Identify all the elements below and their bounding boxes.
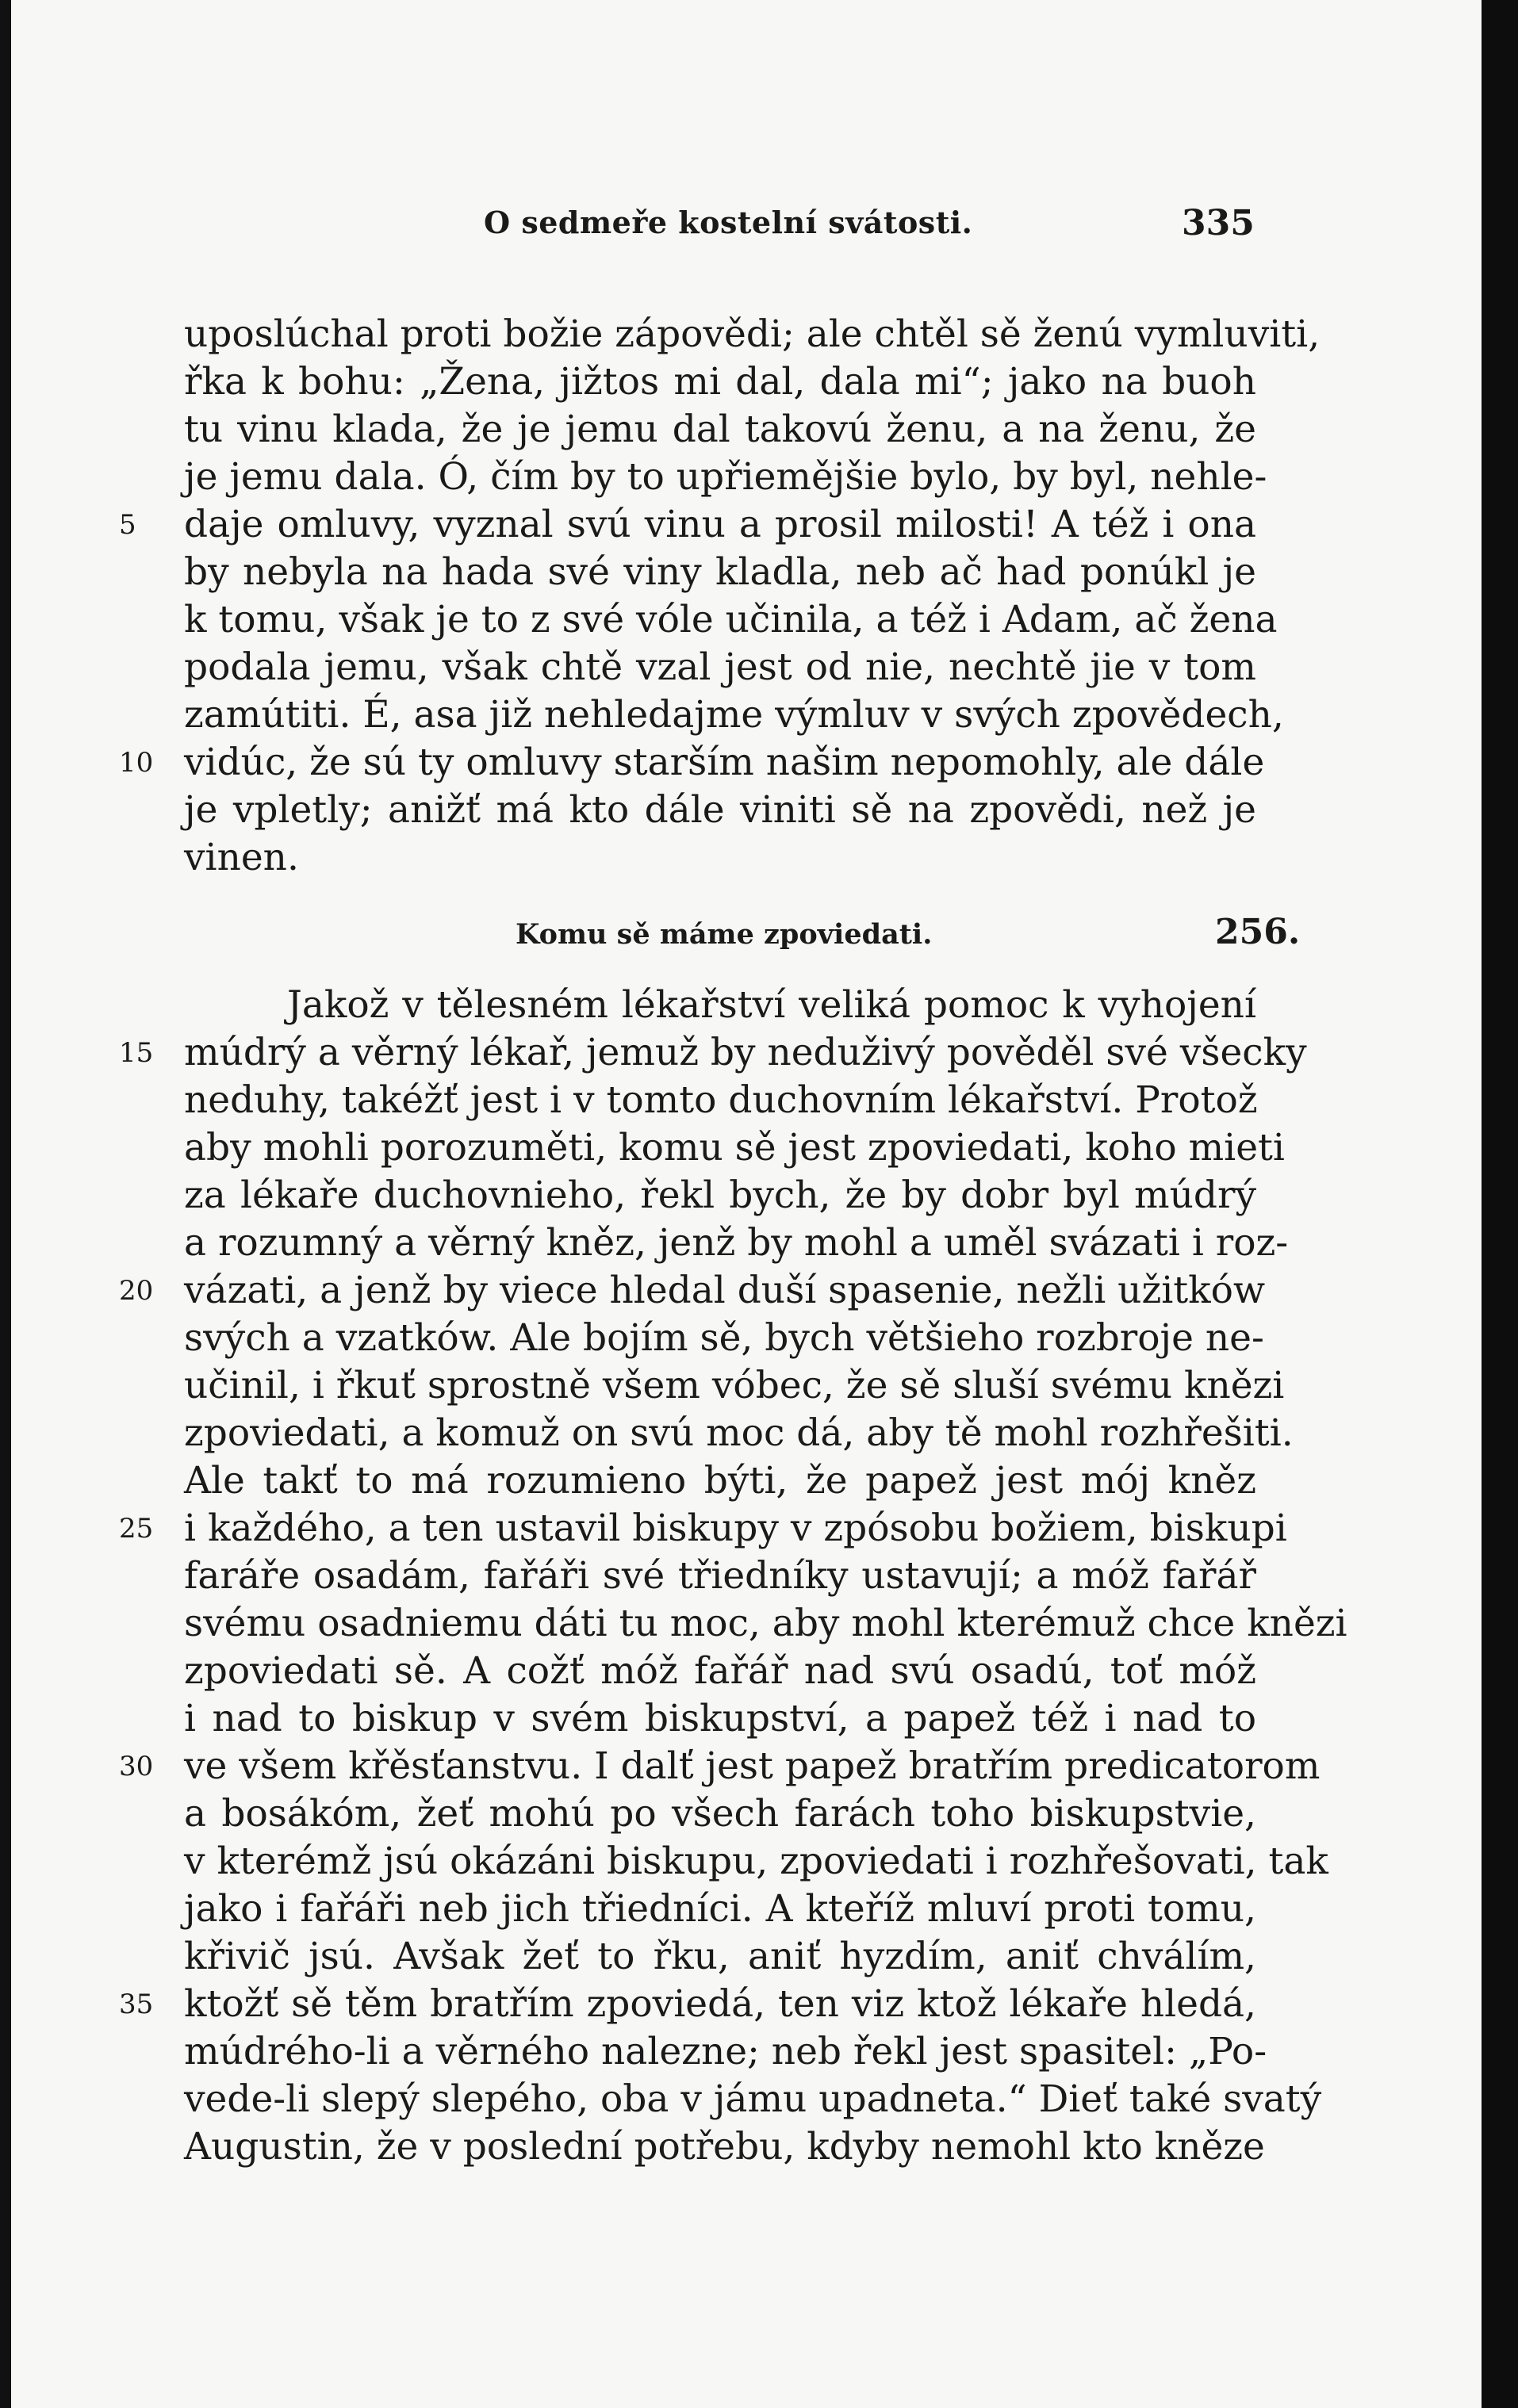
text-line: vinen. bbox=[184, 836, 299, 879]
text-line: ktožť sě těm bratřím zpoviedá, ten viz ktož lékaře hledá, bbox=[184, 1982, 1256, 2026]
text-line: Jakož v tělesném lékařství veliká pomoc k vyhojení bbox=[287, 983, 1256, 1027]
line-number: 30 bbox=[119, 1751, 154, 1782]
text-line: faráře osadám, fařáři své třiedníky ustavují; a móž fařář bbox=[184, 1554, 1256, 1598]
text-line: zpoviedati, a komuž on svú moc dá, aby tě mohl rozhřešiti. bbox=[184, 1411, 1294, 1455]
text-line: uposlúchal proti božie zápovědi; ale chtěl sě ženú vymluviti, bbox=[184, 312, 1321, 356]
text-line: Augustin, že v poslední potřebu, kdyby nemohl kto kněze bbox=[184, 2125, 1265, 2169]
line-number: 5 bbox=[119, 509, 136, 541]
scan-right-border bbox=[1482, 0, 1518, 2408]
text-line: i nad to biskup v svém biskupství, a papež též i nad to bbox=[184, 1697, 1256, 1740]
text-line: by nebyla na hada své viny kladla, neb ač had ponúkl je bbox=[184, 550, 1256, 594]
running-header-title: O sedmeře kostelní svátosti. bbox=[484, 205, 973, 240]
text-line: svému osadniemu dáti tu moc, aby mohl kterémuž chce knězi bbox=[184, 1602, 1347, 1645]
section-number: 256. bbox=[1215, 912, 1301, 952]
text-line: ve všem křěsťanstvu. I dalť jest papež bratřím predicatorom bbox=[184, 1744, 1321, 1788]
text-line: a rozumný a věrný kněz, jenž by mohl a uměl svázati i roz- bbox=[184, 1221, 1289, 1265]
text-line: je jemu dala. Ó, čím by to upřiemějšie bylo, by byl, nehle- bbox=[184, 455, 1267, 499]
line-number: 25 bbox=[119, 1513, 154, 1545]
line-number: 20 bbox=[119, 1275, 154, 1307]
text-line: učinil, i řkuť sprostně všem vóbec, že sě sluší svému knězi bbox=[184, 1364, 1285, 1407]
text-line: za lékaře duchovnieho, řekl bych, že by dobr byl múdrý bbox=[184, 1173, 1256, 1217]
text-line: múdrý a věrný lékař, jemuž by neduživý pověděl své všecky bbox=[184, 1031, 1307, 1074]
text-line: aby mohli porozuměti, komu sě jest zpoviedati, koho mieti bbox=[184, 1126, 1285, 1170]
line-number: 35 bbox=[119, 1989, 154, 2020]
text-line: v kterémž jsú okázáni biskupu, zpoviedati i rozhřešovati, tak bbox=[184, 1839, 1328, 1883]
text-line: křivič jsú. Avšak žeť to řku, aniť hyzdím, aniť chválím, bbox=[184, 1935, 1256, 1978]
text-line: Ale takť to má rozumieno býti, že papež jest mój kněz bbox=[184, 1459, 1256, 1503]
scan-left-border bbox=[0, 0, 11, 2408]
text-line: zpoviedati sě. A cožť móž fařář nad svú osadú, toť móž bbox=[184, 1649, 1256, 1693]
text-line: podala jemu, však chtě vzal jest od nie, nechtě jie v tom bbox=[184, 645, 1256, 689]
text-line: svých a vzatków. Ale bojím sě, bych většieho rozbroje ne- bbox=[184, 1316, 1264, 1360]
text-line: múdrého-li a věrného nalezne; neb řekl jest spasitel: „Po- bbox=[184, 2030, 1267, 2073]
line-number: 15 bbox=[119, 1037, 154, 1069]
text-line: a bosákóm, žeť mohú po všech farách toho biskupstvie, bbox=[184, 1792, 1256, 1836]
section-heading: Komu sě máme zpoviedati. bbox=[516, 918, 933, 951]
page-number: 335 bbox=[1182, 203, 1255, 243]
text-line: zamútiti. É, asa již nehledajme výmluv v svých zpovědech, bbox=[184, 693, 1284, 737]
text-line: jako i fařáři neb jich třiedníci. A kteříž mluví proti tomu, bbox=[184, 1887, 1256, 1931]
text-line: řka k bohu: „Žena, jižtos mi dal, dala mi“; jako na buoh bbox=[184, 360, 1256, 404]
text-line: i každého, a ten ustavil biskupy v zpósobu božiem, biskupi bbox=[184, 1506, 1287, 1550]
line-number: 10 bbox=[119, 747, 154, 779]
text-line: daje omluvy, vyznal svú vinu a prosil milosti! A též i ona bbox=[184, 503, 1256, 546]
text-line: vede-li slepý slepého, oba v jámu upadneta.“ Dieť také svatý bbox=[184, 2077, 1322, 2121]
text-line: k tomu, však je to z své vóle učinila, a též i Adam, ač žena bbox=[184, 598, 1278, 641]
text-line: tu vinu klada, že je jemu dal takovú ženu, a na ženu, že bbox=[184, 408, 1256, 451]
text-line: je vpletly; anižť má kto dále viniti sě na zpovědi, než je bbox=[184, 788, 1256, 832]
text-line: neduhy, takéžť jest i v tomto duchovním lékařství. Protož bbox=[184, 1078, 1258, 1122]
text-line: vázati, a jenž by viece hledal duší spasenie, nežli užitków bbox=[184, 1269, 1266, 1312]
text-line: vidúc, že sú ty omluvy starším našim nepomohly, ale dále bbox=[184, 741, 1265, 784]
